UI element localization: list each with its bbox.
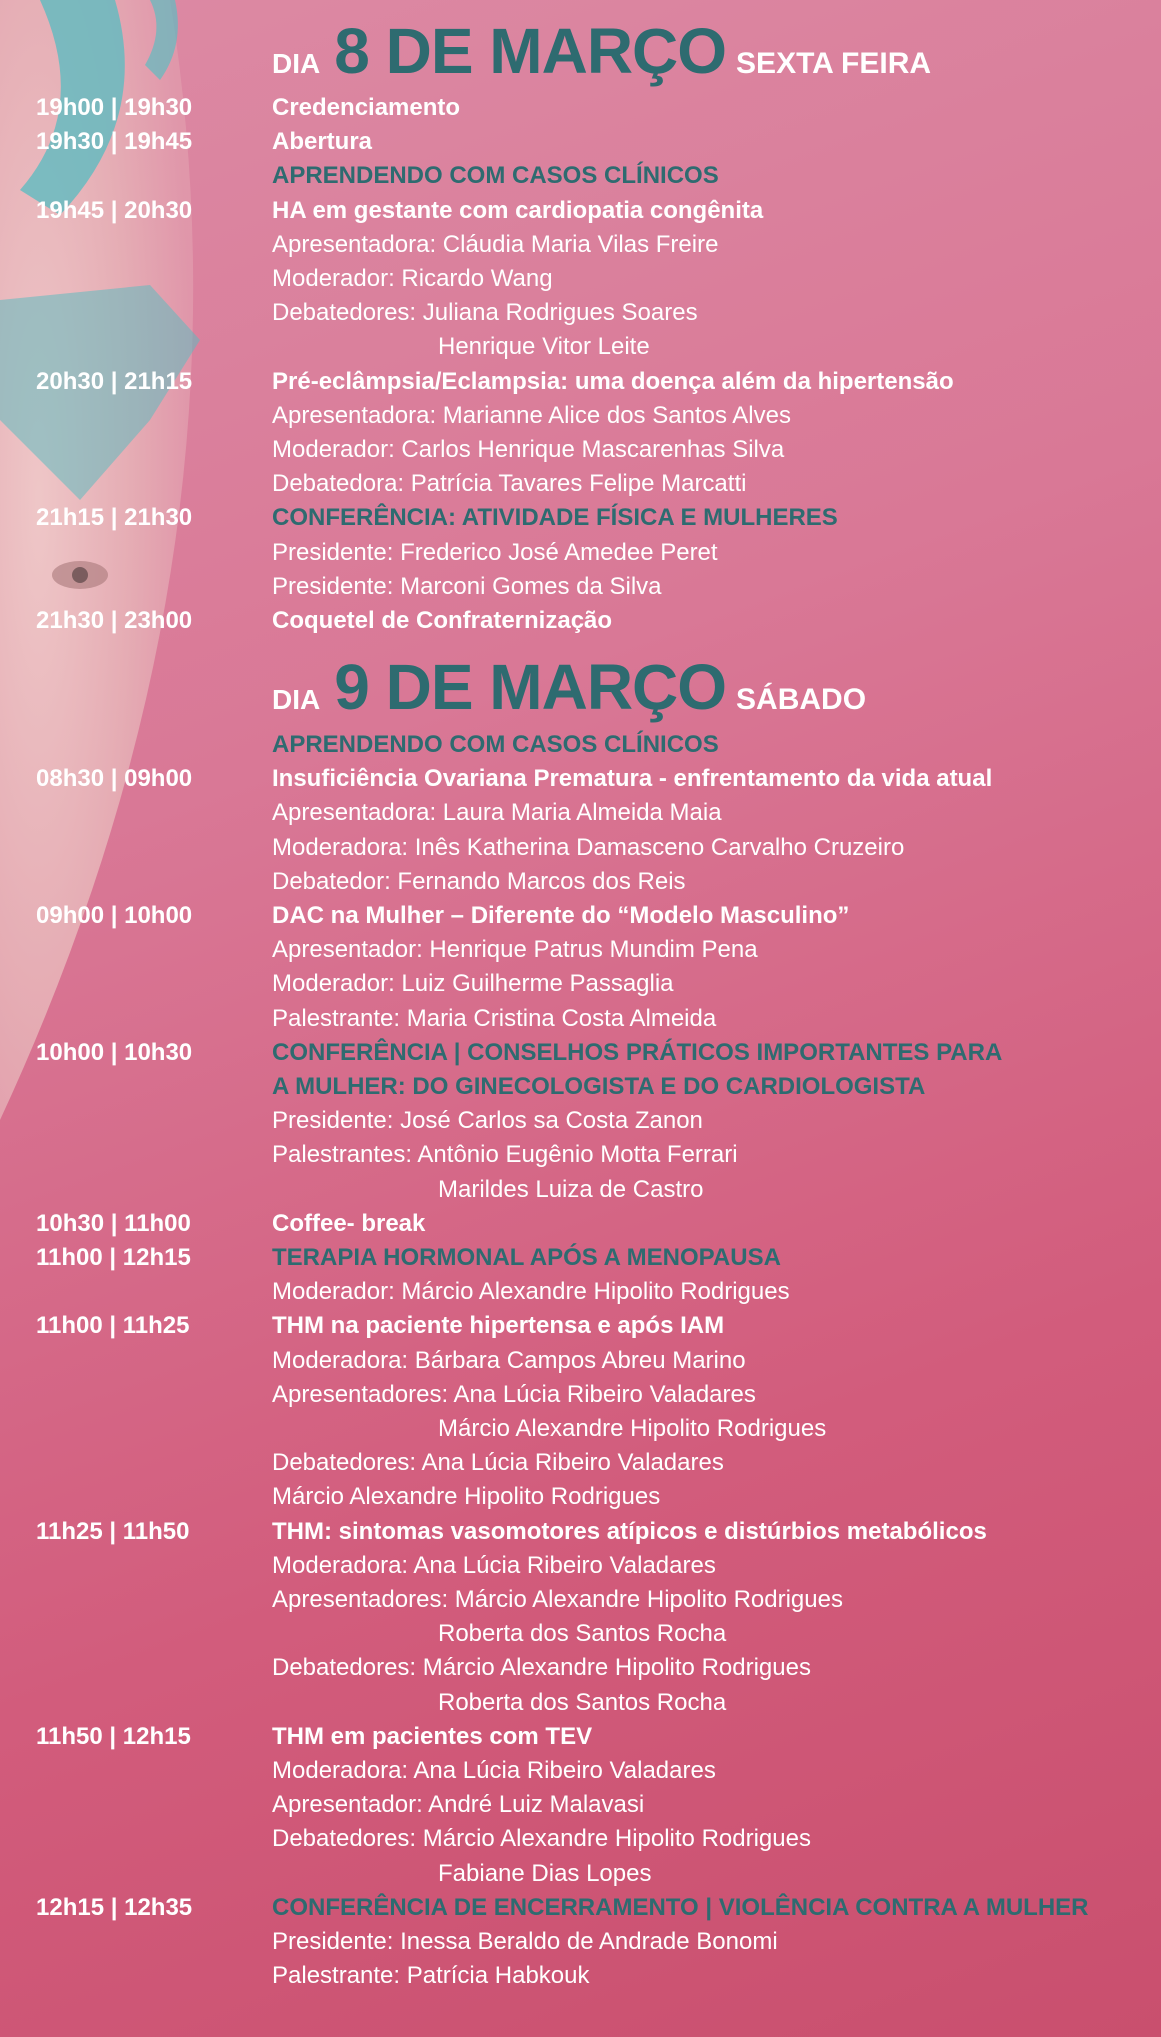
- session-time: 19h45 | 20h30: [36, 196, 193, 224]
- session-detail: Debatedores: Juliana Rodrigues Soares: [272, 299, 698, 327]
- session-title: Credenciamento: [272, 94, 461, 121]
- session-heading: TERAPIA HORMONAL APÓS A MENOPAUSA: [272, 1244, 781, 1271]
- session-time: 12h15 | 12h35: [36, 1893, 193, 1921]
- session-detail: Moderador: Márcio Alexandre Hipolito Rodrigues: [272, 1278, 790, 1306]
- session-detail: Moderador: Luiz Guilherme Passaglia: [272, 970, 674, 998]
- day-header-1: [272, 14, 931, 88]
- session-title: Abertura: [272, 128, 373, 156]
- session-heading: CONFERÊNCIA: ATIVIDADE FÍSICA E MULHERES: [272, 504, 838, 532]
- session-time: 11h25 | 11h50: [36, 1517, 190, 1545]
- session-detail: Palestrantes: Antônio Eugênio Motta Ferrari: [272, 1141, 738, 1169]
- session-title: Coffee- break: [272, 1209, 426, 1237]
- session-detail: Roberta dos Santos Rocha: [438, 1620, 727, 1648]
- session-detail: Debatedores: Ana Lúcia Ribeiro Valadares: [272, 1449, 724, 1477]
- day-header-2: [272, 650, 866, 724]
- session-heading: APRENDENDO COM CASOS CLÍNICOS: [272, 162, 719, 190]
- session-time: 19h00 | 19h30: [36, 94, 193, 121]
- session-detail: Debatedores: Márcio Alexandre Hipolito Rodrigues: [272, 1654, 811, 1682]
- day-date: 9 DE MARÇO: [334, 651, 727, 723]
- session-detail: Presidente: José Carlos sa Costa Zanon: [272, 1107, 703, 1135]
- session-heading: CONFERÊNCIA | CONSELHOS PRÁTICOS IMPORTANTES PARA: [272, 1038, 1003, 1066]
- session-title: THM: sintomas vasomotores atípicos e distúrbios metabólicos: [272, 1517, 987, 1545]
- day-weekday: SEXTA FEIRA: [736, 47, 932, 80]
- session-title: Coquetel de Confraternização: [272, 607, 613, 634]
- session-time: 10h30 | 11h00: [36, 1209, 191, 1237]
- day-weekday: SÁBADO: [736, 683, 867, 716]
- session-time: 19h30 | 19h45: [36, 128, 193, 156]
- session-detail: Debatedora: Patrícia Tavares Felipe Marcatti: [272, 470, 747, 498]
- session-detail: Moderador: Carlos Henrique Mascarenhas Silva: [272, 436, 785, 463]
- session-detail: Roberta dos Santos Rocha: [438, 1688, 727, 1716]
- session-time: 20h30 | 21h15: [36, 367, 193, 395]
- session-detail: Apresentadora: Marianne Alice dos Santos Alves: [272, 401, 791, 429]
- session-time: 21h15 | 21h30: [36, 504, 193, 532]
- day-label: DIA: [272, 684, 321, 715]
- session-heading: CONFERÊNCIA DE ENCERRAMENTO | VIOLÊNCIA CONTRA A MULHER: [272, 1893, 1089, 1921]
- session-detail: Presidente: Inessa Beraldo de Andrade Bonomi: [272, 1928, 778, 1955]
- session-time: 11h50 | 12h15: [36, 1722, 191, 1750]
- session-time: 08h30 | 09h00: [36, 765, 193, 793]
- day-date: 8 DE MARÇO: [334, 15, 727, 87]
- session-heading: A MULHER: DO GINECOLOGISTA E DO CARDIOLOGISTA: [272, 1073, 926, 1100]
- session-detail: Debatedores: Márcio Alexandre Hipolito Rodrigues: [272, 1825, 811, 1853]
- session-detail: Apresentadores: Márcio Alexandre Hipolito Rodrigues: [272, 1586, 843, 1613]
- session-title: Pré-eclâmpsia/Eclampsia: uma doença além da hipertensão: [272, 367, 954, 395]
- day-label: DIA: [272, 48, 321, 79]
- session-detail: Moderadora: Bárbara Campos Abreu Marino: [272, 1346, 746, 1374]
- session-detail: Presidente: Frederico José Amedee Peret: [272, 538, 718, 566]
- session-detail: Debatedor: Fernando Marcos dos Reis: [272, 867, 686, 895]
- session-time: 11h00 | 12h15: [36, 1244, 191, 1271]
- session-heading: APRENDENDO COM CASOS CLÍNICOS: [272, 731, 719, 758]
- session-detail: Moderadora: Inês Katherina Damasceno Carvalho Cruzeiro: [272, 833, 905, 861]
- session-time: 21h30 | 23h00: [36, 607, 193, 634]
- session-time: 09h00 | 10h00: [36, 902, 193, 929]
- session-detail: Moderador: Ricardo Wang: [272, 265, 553, 292]
- session-detail: Apresentadora: Laura Maria Almeida Maia: [272, 799, 722, 827]
- session-title: DAC na Mulher – Diferente do “Modelo Masculino”: [272, 902, 850, 929]
- session-title: THM em pacientes com TEV: [272, 1722, 593, 1750]
- session-detail: Apresentador: Henrique Patrus Mundim Pena: [272, 936, 758, 964]
- session-detail: Presidente: Marconi Gomes da Silva: [272, 572, 662, 600]
- session-detail: Apresentadores: Ana Lúcia Ribeiro Valadares: [272, 1380, 756, 1408]
- session-detail: Palestrante: Maria Cristina Costa Almeida: [272, 1004, 717, 1032]
- session-time: 10h00 | 10h30: [36, 1038, 193, 1066]
- session-detail: Márcio Alexandre Hipolito Rodrigues: [272, 1483, 661, 1511]
- session-detail: Apresentadora: Cláudia Maria Vilas Freire: [272, 230, 719, 258]
- session-detail: Henrique Vitor Leite: [438, 333, 650, 361]
- session-detail: Fabiane Dias Lopes: [438, 1859, 652, 1887]
- session-detail: Moderadora: Ana Lúcia Ribeiro Valadares: [272, 1551, 716, 1579]
- session-time: 11h00 | 11h25: [36, 1312, 190, 1340]
- session-detail: Palestrante: Patrícia Habkouk: [272, 1962, 590, 1990]
- session-detail: Apresentador: André Luiz Malavasi: [272, 1791, 645, 1819]
- session-detail: Márcio Alexandre Hipolito Rodrigues: [438, 1415, 827, 1442]
- session-detail: Moderadora: Ana Lúcia Ribeiro Valadares: [272, 1757, 716, 1784]
- session-title: Insuficiência Ovariana Prematura - enfrentamento da vida atual: [272, 765, 993, 793]
- session-title: HA em gestante com cardiopatia congênita: [272, 196, 764, 224]
- session-title: THM na paciente hipertensa e após IAM: [272, 1312, 725, 1340]
- session-detail: Marildes Luiza de Castro: [438, 1175, 704, 1203]
